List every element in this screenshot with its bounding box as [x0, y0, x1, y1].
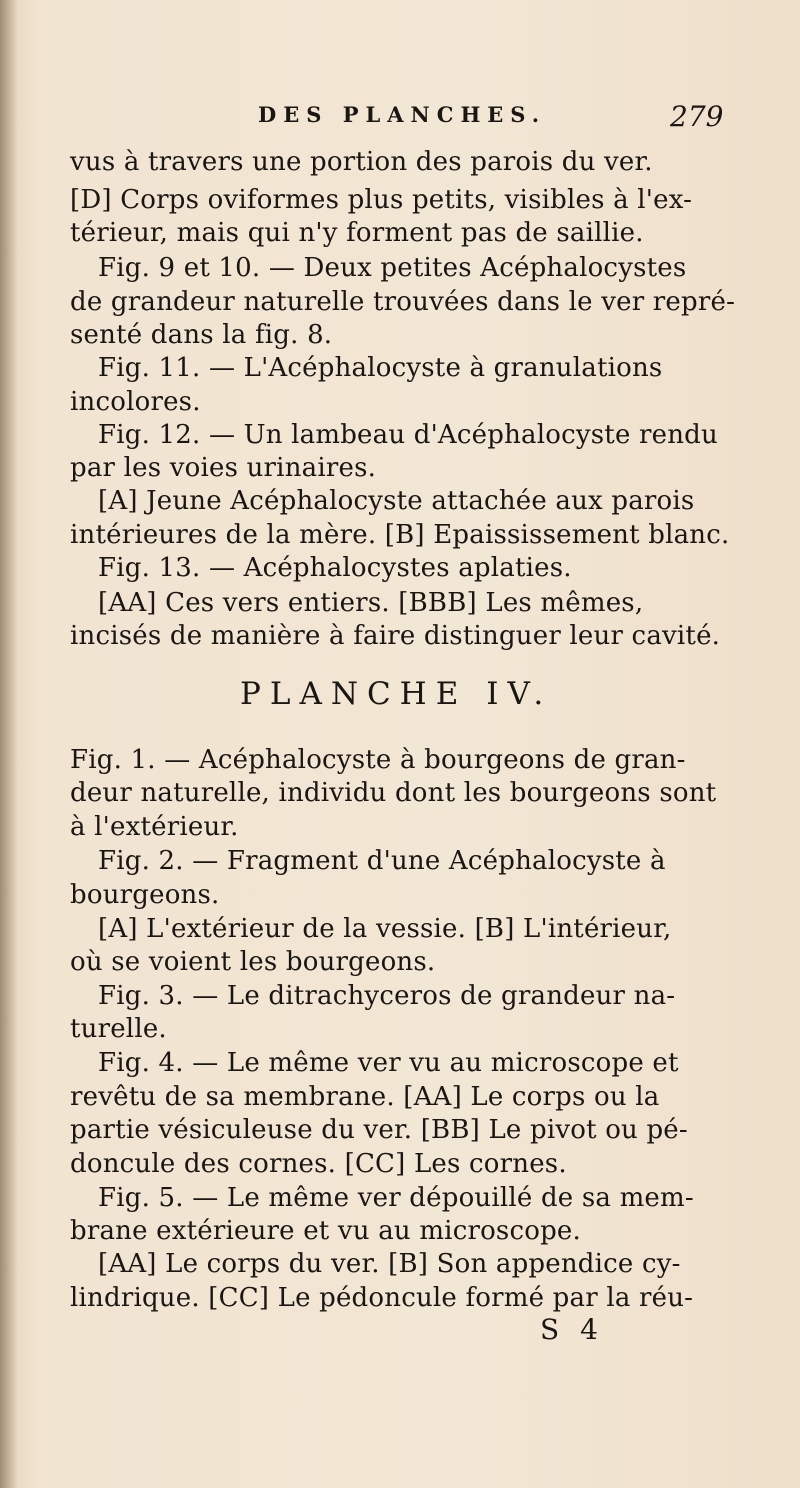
text-line: revêtu de sa membrane. [AA] Le corps ou la	[70, 1082, 660, 1112]
text-line: intérieures de la mère. [B] Epaississement blanc.	[70, 520, 730, 550]
text-line: incolores.	[70, 387, 201, 417]
text-line: de grandeur naturelle trouvées dans le ver repré-	[70, 287, 736, 317]
text-line: incisés de manière à faire distinguer leur cavité.	[70, 621, 721, 651]
running-title: DES PLANCHES.	[258, 102, 547, 127]
text-line: doncule des cornes. [CC] Les cornes.	[70, 1149, 567, 1179]
signature-mark: S 4	[540, 1313, 604, 1346]
text-line: lindrique. [CC] Le pédoncule formé par la réu-	[70, 1283, 694, 1313]
text-line: Fig. 1. — Acéphalocyste à bourgeons de gran-	[70, 745, 686, 775]
text-line: Fig. 11. — L'Acéphalocyste à granulations	[98, 353, 663, 383]
text-line: brane extérieure et vu au microscope.	[70, 1216, 581, 1246]
text-line: vus à travers une portion des parois du ver.	[70, 147, 653, 177]
text-line: [AA] Le corps du ver. [B] Son appendice cy-	[98, 1249, 681, 1279]
text-line: où se voient les bourgeons.	[70, 947, 436, 977]
text-line: senté dans la fig. 8.	[70, 320, 333, 350]
text-line: Fig. 5. — Le même ver dépouillé de sa mem-	[98, 1183, 694, 1213]
plate-title: PLANCHE IV.	[240, 676, 553, 712]
spine-shadow	[0, 0, 18, 1488]
text-line: [A] Jeune Acéphalocyste attachée aux parois	[98, 486, 695, 516]
text-line: térieur, mais qui n'y forment pas de saillie.	[70, 218, 644, 248]
text-line: Fig. 9 et 10. — Deux petites Acéphalocystes	[98, 253, 687, 283]
text-line: Fig. 2. — Fragment d'une Acéphalocyste à	[98, 846, 666, 876]
text-line: Fig. 13. — Acéphalocystes aplaties.	[98, 553, 572, 583]
text-line: [A] L'extérieur de la vessie. [B] L'intérieur,	[98, 914, 672, 944]
text-line: Fig. 12. — Un lambeau d'Acéphalocyste rendu	[98, 420, 718, 450]
text-line: turelle.	[70, 1014, 167, 1044]
text-line: [AA] Ces vers entiers. [BBB] Les mêmes,	[98, 588, 644, 618]
text-line: Fig. 3. — Le ditrachyceros de grandeur na-	[98, 981, 676, 1011]
page-number: 279	[670, 100, 724, 133]
text-line: [D] Corps oviformes plus petits, visibles à l'ex-	[70, 185, 693, 215]
text-line: Fig. 4. — Le même ver vu au microscope et	[98, 1048, 679, 1078]
text-line: deur naturelle, individu dont les bourgeons sont	[70, 778, 717, 808]
text-line: par les voies urinaires.	[70, 453, 377, 483]
text-line: partie vésiculeuse du ver. [BB] Le pivot ou pé-	[70, 1115, 688, 1145]
text-line: à l'extérieur.	[70, 812, 239, 842]
text-line: bourgeons.	[70, 880, 220, 910]
